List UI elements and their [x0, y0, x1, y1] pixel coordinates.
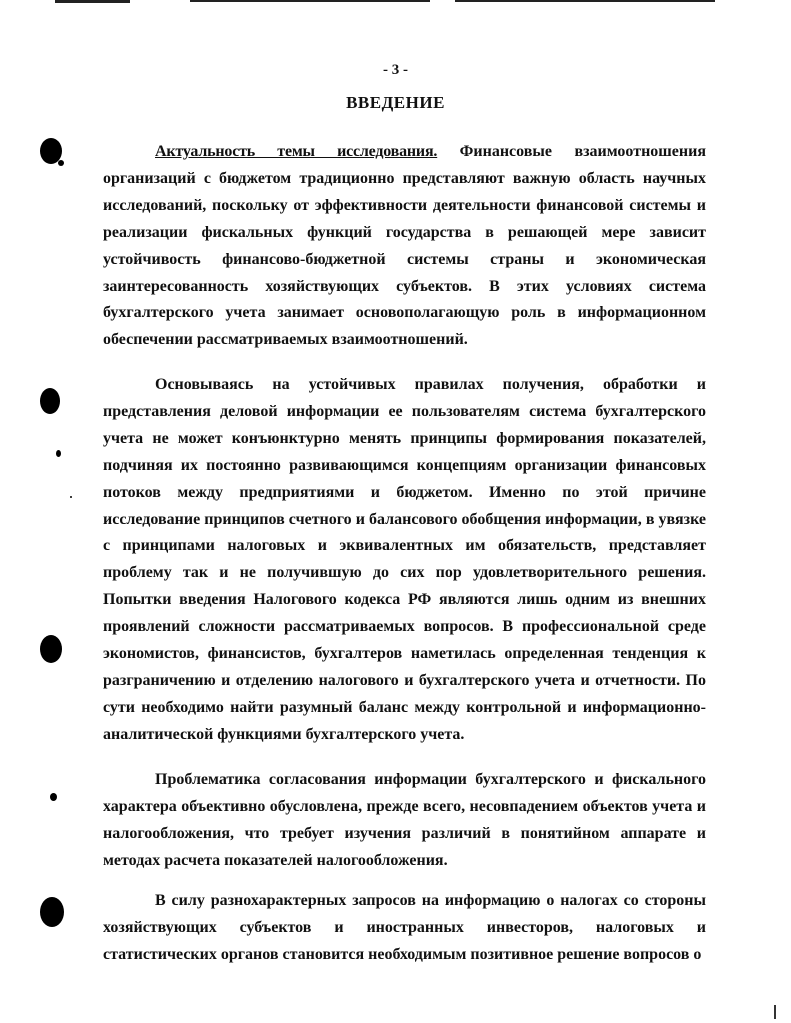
binder-hole	[40, 897, 64, 927]
scan-speck	[50, 793, 57, 801]
paragraph-problematics	[103, 767, 706, 875]
page-number: - 3 -	[383, 62, 408, 78]
paragraph-accounting-principles	[103, 372, 706, 749]
paragraph-text: В силу разнохарактерных запросов на информацию о налогах со стороны хозяйствующих субъектов и иностранных инвесторов, налоговых и статистических органов становится необходимым позитивное решение вопросов о	[103, 892, 706, 963]
paragraph-text: Проблематика согласования информации бухгалтерского и фискального характера объективно обусловлена, прежде всего, несовпадением объектов учета и налогообложения, что требует изучения различий в понятийном аппарате и методах расчета показателей налогообложения.	[103, 771, 706, 869]
paragraph-text: Основываясь на устойчивых правилах получения, обработки и представления деловой информации ее пользователям система бухгалтерского учета не может конъюнктурно менять принципы формирования показателей, подчиняя их постоянно развивающимся концепциям организации финансовых потоков между предприятиями и бюджетом. Именно по этой причине исследование принципов счетного и балансового обобщения информации, в увязке с принципами налоговых и эквивалентных им обязательств, представляет проблему так и не получившую до сих пор удовлетворительного решения. Попытки введения Налогового кодекса РФ являются лишь одним из внешних проявлений сложности рассматриваемых вопросов. В профессиональной среде экономистов, финансистов, бухгалтеров наметилась определенная тенденция к разграничению и отделению налогового и бухгалтерского учета и отчетности. По сути необходимо найти разумный баланс между контрольной и информационно-аналитической функциями бухгалтерского учета.	[103, 376, 706, 743]
binder-hole	[40, 635, 62, 663]
scan-edge-line	[455, 0, 715, 2]
section-heading: Актуальность темы исследования.	[155, 143, 438, 160]
scan-edge-line	[55, 0, 130, 3]
scan-speck	[56, 450, 61, 457]
scan-speck	[58, 160, 64, 166]
scan-speck	[70, 496, 72, 498]
page-title: ВВЕДЕНИЕ	[346, 93, 445, 112]
paragraph-text: Финансовые взаимоотношения организаций с бюджетом традиционно представляют важную область научных исследований, поскольку от эффективности деятельности финансовой системы и реализации фискальных функций государства в решающей мере зависит устойчивость финансово-бюджетной системы страны и экономическая заинтересованность хозяйствующих субъектов. В этих условиях система бухгалтерского учета занимает основополагающую роль в информационном обеспечении рассматриваемых взаимоотношений.	[103, 143, 706, 349]
paragraph-relevance	[103, 139, 706, 354]
scan-edge-mark	[774, 1005, 776, 1019]
scan-edge-line	[190, 0, 430, 2]
binder-hole	[40, 388, 60, 414]
paragraph-information-requests	[103, 888, 706, 969]
